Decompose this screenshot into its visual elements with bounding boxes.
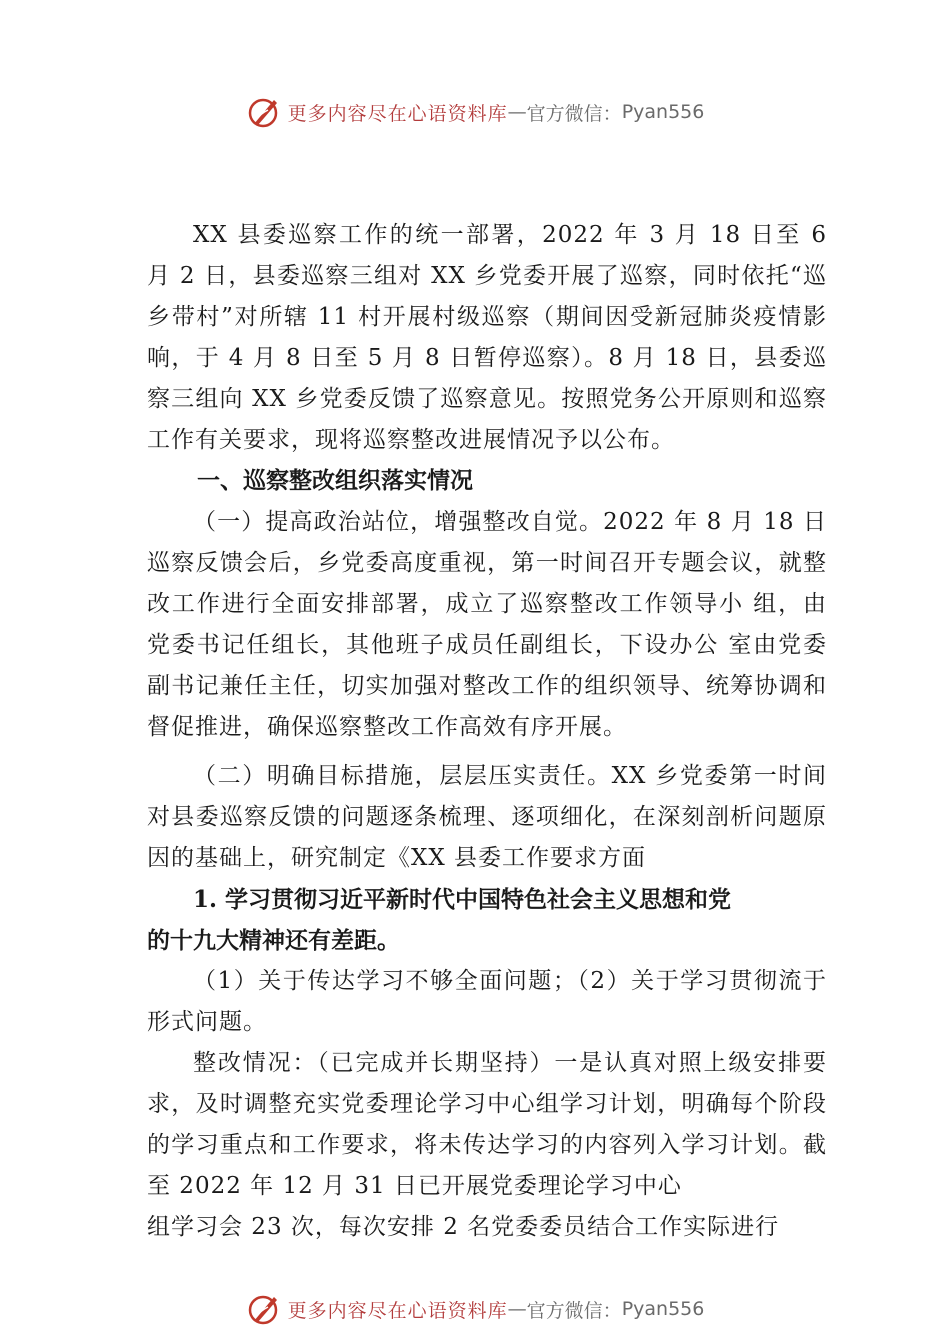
watermark-red-text: 更多内容尽在心语资料库: [287, 1299, 508, 1322]
quill-logo-icon: [246, 1291, 282, 1327]
subheading-1-line1: 1. 学习贯彻习近平新时代中国特色社会主义思想和党: [193, 886, 732, 913]
section-heading-1: 一、巡察整改组织落实情况: [197, 468, 473, 494]
paragraph-intro: XX 县委巡察工作的统一部署，2022 年 3 月 18 日至 6 月 2 日，县委巡察三组对 XX 乡党委开展了巡察，同时依托“巡乡带村”对所辖 11 村开展村级巡察（期间因受新冠肺炎疫情影响，于 4 月 8 日至 5 月 8 日暂停巡察）。8 月 18 日，县委巡察三组向 XX 乡党委反馈了巡察意见。按照党务公开原则和巡察工作有关要求，现将巡察整改进展情况予以公布。: [147, 222, 836, 453]
watermark-dash: —: [507, 1298, 527, 1320]
paragraph-rectification: 整改情况：（已完成并长期坚持）一是认真对照上级安排要求，及时调整充实党委理论学习中心组学习计划，明确每个阶段的学习重点和工作要求，将未传达学习的内容列入学习计划。截至 2022 年 12 月 31 日已开展党委理论学习中心: [147, 1050, 827, 1199]
document-body: [147, 215, 836, 1248]
paragraph-targets-measures: （二）明确目标措施，层层压实责任。XX 乡党委第一时间对县委巡察反馈的问题逐条梳理、逐项细化，在深刻剖析问题原因的基础上，研究制定《XX 县委工作要求方面: [147, 763, 827, 871]
watermark-red-text: 更多内容尽在心语资料库: [287, 102, 508, 125]
paragraph-continuation: 组学习会 23 次，每次安排 2 名党委委员结合工作实际进行: [147, 1214, 780, 1240]
watermark-dash: —: [507, 101, 527, 123]
watermark-wechat-id: Pyan556: [621, 101, 705, 123]
watermark-banner-top: [0, 92, 950, 132]
watermark-wechat-id: Pyan556: [621, 1298, 705, 1320]
watermark-gray-text: 官方微信：: [526, 1299, 622, 1322]
watermark-banner-bottom: [0, 1289, 950, 1329]
subheading-1-line2: 的十九大精神还有差距。: [147, 927, 400, 954]
paragraph-issues: （1）关于传达学习不够全面问题；（2）关于学习贯彻流于形式问题。: [147, 968, 827, 1035]
paragraph-political-stance: （一）提高政治站位，增强整改自觉。2022 年 8 月 18 日巡察反馈会后，乡党委高度重视，第一时间召开专题会议，就整改工作进行全面安排部署，成立了巡察整改工作领导小 组，由党委书记任组长，其他班子成员任副组长，下设办公 室由党委副书记兼任主任，切实加强对整改工作的组织领导、统筹协调和督促推进，确保巡察整改工作高效有序开展。: [147, 509, 827, 740]
watermark-gray-text: 官方微信：: [526, 102, 622, 125]
quill-logo-icon: [246, 94, 282, 130]
